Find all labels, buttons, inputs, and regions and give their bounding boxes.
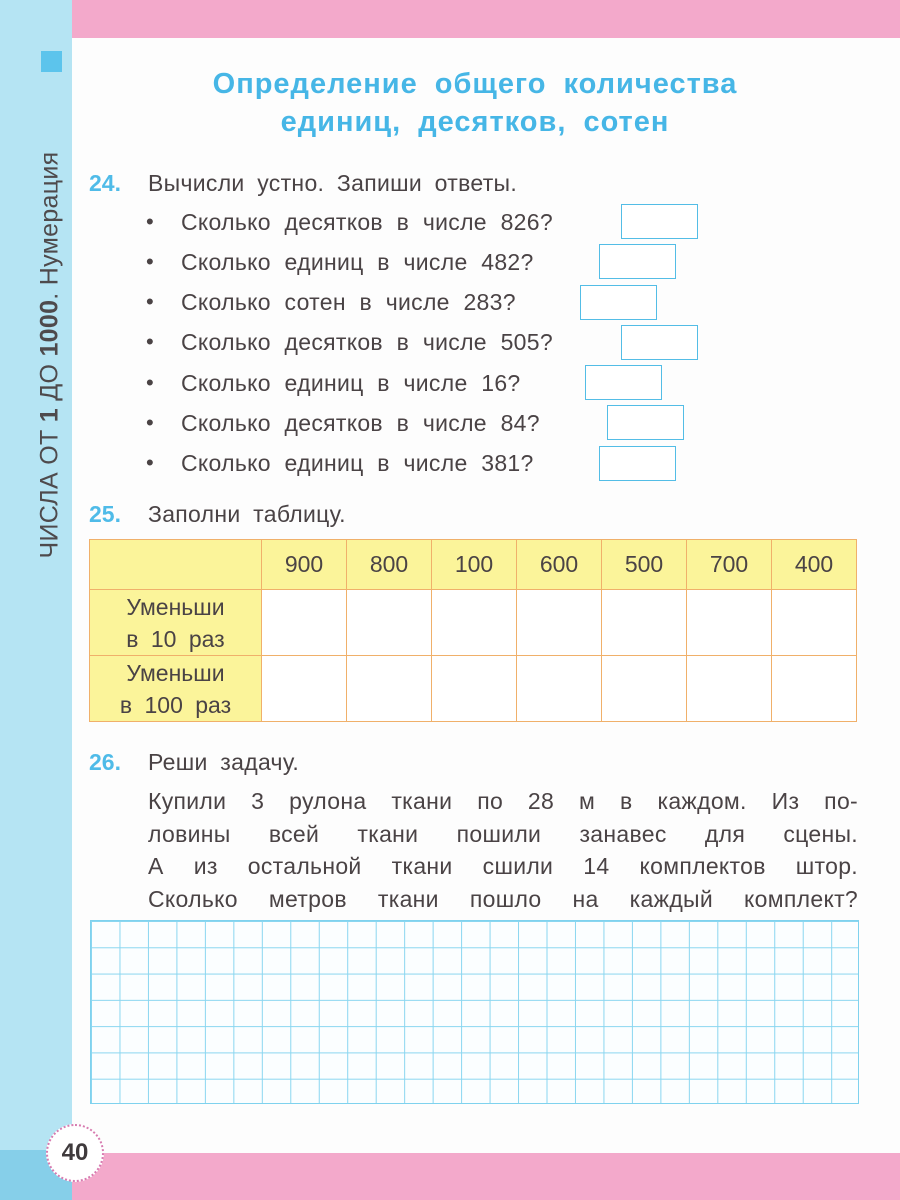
problem-text-line: ловины всей ткани пошили занавес для сцены. (148, 821, 858, 847)
table-input-cell[interactable] (347, 656, 432, 722)
exercise-24-instruction: Вычисли устно. Запиши ответы. (148, 170, 518, 196)
table-header-cell: 900 (262, 540, 347, 590)
page-title-line2: единиц, десятков, сотен (280, 106, 670, 138)
table-input-cell[interactable] (687, 656, 772, 722)
section-num1: 1 (35, 408, 64, 423)
table-input-cell[interactable] (262, 590, 347, 656)
question-text: Сколько единиц в числе 381? (181, 450, 534, 476)
row-label-line1: Уменьши (126, 593, 225, 620)
question-text: Сколько десятков в числе 826? (181, 209, 553, 235)
fill-table (89, 539, 857, 722)
table-header-cell: 700 (687, 540, 772, 590)
table-input-cell[interactable] (687, 590, 772, 656)
section-num2: 1000 (35, 299, 64, 357)
question-text: Сколько сотен в числе 283? (181, 289, 516, 315)
question-text: Сколько единиц в числе 482? (181, 249, 534, 275)
table-row-label (90, 590, 262, 656)
answer-box[interactable] (621, 204, 698, 239)
exercise-25-number: 25. (89, 501, 121, 527)
answer-box[interactable] (580, 285, 657, 320)
table-header-cell: 800 (347, 540, 432, 590)
row-label-line1: Уменьши (126, 659, 225, 686)
table-header-cell: 500 (602, 540, 687, 590)
table-input-cell[interactable] (347, 590, 432, 656)
bullet-icon: • (146, 410, 154, 435)
question-text: Сколько десятков в числе 505? (181, 329, 553, 355)
section-marker-square-icon (41, 51, 62, 72)
problem-text-line: Сколько метров ткани пошло на каждый комплект? (148, 886, 858, 912)
section-prefix: ЧИСЛА ОТ (35, 422, 64, 559)
exercise-26-number: 26. (89, 749, 121, 775)
section-title-vertical (36, 152, 65, 559)
exercise-26-instruction: Реши задачу. (148, 749, 300, 775)
table-input-cell[interactable] (772, 590, 857, 656)
row-label-line2: в 10 раз (126, 625, 225, 652)
page-title-line1: Определение общего количества (212, 68, 738, 100)
table-input-cell[interactable] (517, 656, 602, 722)
exercise-25-instruction: Заполни таблицу. (148, 501, 346, 527)
row-label-line2: в 100 раз (119, 691, 232, 718)
bullet-icon: • (146, 370, 154, 395)
table-header-cell: 400 (772, 540, 857, 590)
page-number-badge: 40 (46, 1124, 104, 1182)
section-mid: ДО (35, 356, 64, 409)
bullet-icon: • (146, 450, 154, 475)
answer-box[interactable] (599, 244, 676, 279)
table-row (90, 590, 857, 656)
table-input-cell[interactable] (262, 656, 347, 722)
question-text: Сколько единиц в числе 16? (181, 370, 521, 396)
table-header-cell: 100 (432, 540, 517, 590)
exercise-24-number: 24. (89, 170, 121, 196)
bullet-icon: • (146, 329, 154, 354)
table-input-cell[interactable] (432, 590, 517, 656)
problem-text-line: Купили 3 рулона ткани по 28 м в каждом. Из по- (148, 788, 858, 814)
table-input-cell[interactable] (772, 656, 857, 722)
answer-box[interactable] (621, 325, 698, 360)
table-input-cell[interactable] (602, 590, 687, 656)
table-row-label (90, 656, 262, 722)
table-header-row (90, 540, 857, 590)
section-suffix: . Нумерация (35, 151, 64, 300)
answer-box[interactable] (599, 446, 676, 481)
table-input-cell[interactable] (517, 590, 602, 656)
table-corner-cell (90, 540, 262, 590)
table-input-cell[interactable] (602, 656, 687, 722)
bullet-icon: • (146, 249, 154, 274)
bullet-icon: • (146, 209, 154, 234)
problem-text-line: А из остальной ткани сшили 14 комплектов штор. (148, 853, 858, 879)
answer-grid[interactable] (90, 920, 859, 1104)
bottom-pink-band (72, 1153, 900, 1200)
answer-box[interactable] (585, 365, 662, 400)
table-row (90, 656, 857, 722)
answer-box[interactable] (607, 405, 684, 440)
question-text: Сколько десятков в числе 84? (181, 410, 540, 436)
table-header-cell: 600 (517, 540, 602, 590)
bullet-icon: • (146, 289, 154, 314)
top-pink-band (72, 0, 900, 38)
table-input-cell[interactable] (432, 656, 517, 722)
